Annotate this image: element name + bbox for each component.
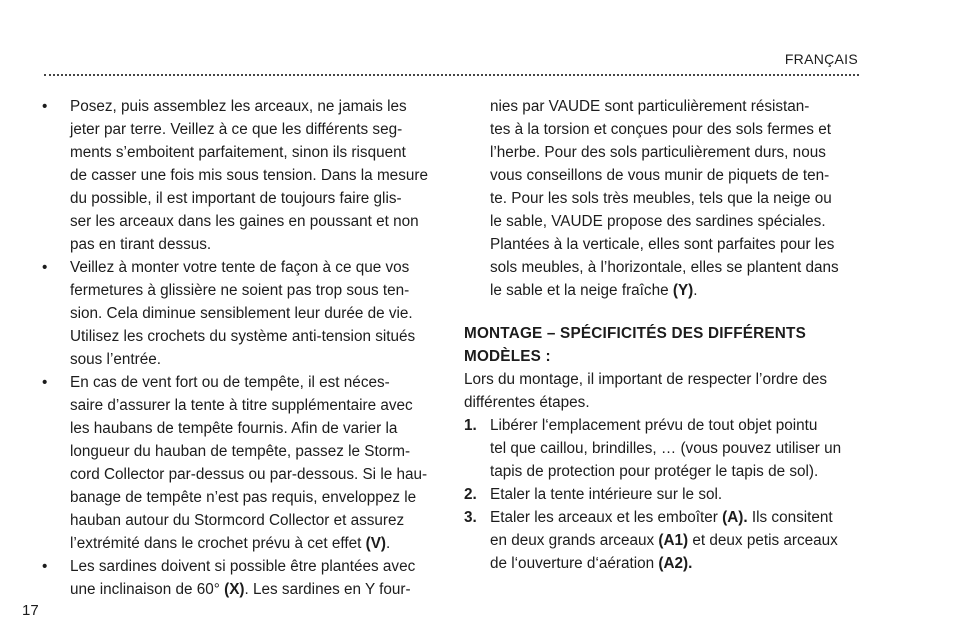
list-item [40, 555, 440, 601]
text-line: Libérer l‘emplacement prévu de tout objet pointu [490, 417, 818, 434]
language-label: FRANÇAIS [784, 51, 858, 67]
right-column [464, 95, 864, 575]
text-line: hauban autour du Stormcord Collector et assurez [70, 512, 405, 529]
step-item [464, 506, 864, 575]
text-line: vous conseillons de vous munir de piquets de ten- [490, 167, 830, 184]
intro-paragraph: Lors du montage, il important de respecter l’ordre des différentes étapes. [464, 371, 828, 411]
text-line: de casser une fois mis sous tension. Dans la mesure [70, 167, 428, 184]
text-line: sion. Cela diminue sensiblement leur durée de vie. [70, 305, 413, 322]
left-column [40, 95, 440, 601]
step-number: 3. [464, 509, 477, 526]
text-line: fermetures à glissière ne soient pas trop sous ten- [70, 282, 410, 299]
text-line: ser les arceaux dans les gaines en poussant et non [70, 213, 419, 230]
page-number: 17 [22, 602, 39, 619]
text-line: l’herbe. Pour des sols particulièrement durs, nous [490, 144, 826, 161]
bullet-icon: • [42, 558, 48, 575]
text-line: saire d’assurer la tente à titre supplémentaire avec [70, 397, 413, 414]
text-line: pas en tirant dessus. [70, 236, 212, 253]
text-line: en deux grands arceaux (A1) et deux petis arceaux [490, 532, 838, 549]
text-line: nies par VAUDE sont particulièrement résistan- [490, 98, 810, 115]
figure-reference: (V) [365, 535, 387, 552]
text-line: sols meubles, à l’horizontale, elles se plantent dans [490, 259, 839, 276]
text-line: Utilisez les crochets du système anti-tension situés [70, 328, 416, 345]
bullet-icon: • [42, 98, 48, 115]
text-line: En cas de vent fort ou de tempête, il est néces- [70, 374, 390, 391]
text-line: Les sardines doivent si possible être plantées avec [70, 558, 416, 575]
text-line: cord Collector par-dessus ou par-dessous. Si le hau- [70, 466, 428, 483]
continued-paragraph [464, 95, 864, 302]
text-line: du possible, il est important de toujours faire glis- [70, 190, 402, 207]
text-line: tes à la torsion et conçues pour des sols fermes et [490, 121, 831, 138]
section-heading: MONTAGE – SPÉCIFICITÉS DES DIFFÉRENTS MODÈLES : [464, 325, 806, 365]
text-line: ments s’emboitent parfaitement, sinon ils risquent [70, 144, 406, 161]
dotted-divider [44, 74, 859, 76]
text-line: l’extrémité dans le crochet prévu à cet effet (V). [70, 535, 391, 552]
list-item [40, 95, 440, 256]
list-item [40, 371, 440, 555]
text-line: le sable et la neige fraîche (Y). [490, 282, 698, 299]
step-number: 2. [464, 486, 477, 503]
text-line: sous l’entrée. [70, 351, 161, 368]
text-line: de l‘ouverture d‘aération (A2). [490, 555, 693, 572]
figure-reference: (A1) [658, 532, 689, 549]
figure-reference: (A). [722, 509, 748, 526]
text-line: longueur du hauban de tempête, passez le Storm- [70, 443, 411, 460]
text-line: une inclinaison de 60° (X). Les sardines en Y four- [70, 581, 411, 598]
figure-reference: (X) [224, 581, 245, 598]
text-line: tapis de protection pour protéger le tapis de sol). [490, 463, 819, 480]
text-line: tel que caillou, brindilles, … (vous pouvez utiliser un [490, 440, 842, 457]
bullet-icon: • [42, 374, 48, 391]
bullet-icon: • [42, 259, 48, 276]
text-line: les haubans de tempête fournis. Afin de varier la [70, 420, 398, 437]
text-line: Veillez à monter votre tente de façon à ce que vos [70, 259, 410, 276]
text-line: Posez, puis assemblez les arceaux, ne jamais les [70, 98, 407, 115]
text-line: Etaler la tente intérieure sur le sol. [490, 486, 723, 503]
figure-reference: (Y) [672, 282, 694, 299]
figure-reference: (A2). [658, 555, 693, 572]
list-item [40, 256, 440, 371]
text-line: Plantées à la verticale, elles sont parfaites pour les [490, 236, 835, 253]
text-line: te. Pour les sols très meubles, tels que la neige ou [490, 190, 832, 207]
text-line: jeter par terre. Veillez à ce que les différents seg- [70, 121, 403, 138]
step-item [464, 414, 864, 483]
text-line: le sable, VAUDE propose des sardines spéciales. [490, 213, 826, 230]
step-number: 1. [464, 417, 477, 434]
text-line: banage de tempête n’est pas requis, enveloppez le [70, 489, 417, 506]
step-item [464, 483, 864, 506]
text-line: Etaler les arceaux et les emboîter (A). Ils consitent [490, 509, 833, 526]
